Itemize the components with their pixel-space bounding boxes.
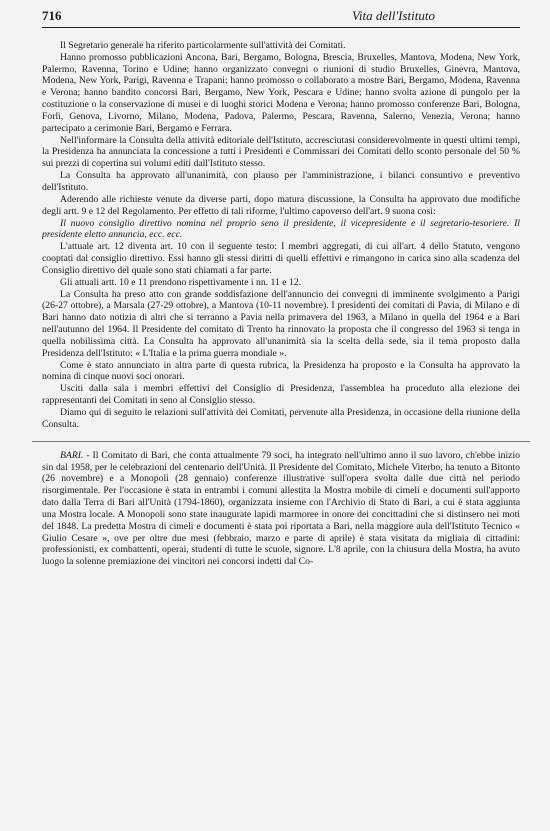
paragraph-modifiche-regolamento: Aderendo alle richieste venute da diverse parti, dopo matura discussione, la Consulta ha approvato due modifiche degli artt. 9 e 12 del Regolamento. Per effetto di tali riforme, l'ultimo capoverso dell'art. 9 suona così: bbox=[42, 193, 520, 217]
paragraph-segretario: Il Segretario generale ha riferito particolarmente sull'attività dei Comitati. bbox=[60, 39, 346, 51]
paragraph-bari-report bbox=[42, 450, 520, 568]
paragraph-artt-10-11: Gli attuali artt. 10 e 11 prendono rispettivamente i nn. 11 e 12. bbox=[60, 276, 302, 288]
paragraph-elezione: Usciti dalla sala i membri effettivi del Consiglio di Presidenza, l'assemblea ha proceduto alla elezione dei rappresentanti dei Comitati in seno al Consiglio stesso. bbox=[42, 383, 520, 407]
paragraph-art-12-text: L'attuale art. 12 diventa art. 10 con il seguente testo: I membri aggregati, di cui all'art. 4 dello Statuto, vengono cooptati dal consiglio direttivo. Essi hanno gli stessi diritti di quelli effettivi e rimangono in carica sino alla scadenza del Consiglio direttivo del quale sono stati chiamati a far parte. bbox=[42, 241, 520, 276]
paragraph-attivita-editoriale: Nell'informare la Consulta della attività editoriale dell'Istituto, accresciutasi considerevolmente in questi ultimi tempi, la Presidenza ha annunciata la concessione a tutti i Presidenti e Commissari dei Comitati dello sconto personale del 50 % sui prezzi di copertina sui volumi editi dall'Istituto stesso. bbox=[42, 134, 520, 170]
page-header bbox=[42, 10, 520, 24]
paragraph-art-9-text: Il nuovo consiglio direttivo nomina nel proprio seno il presidente, il vicepresidente e il segretario-tesoriere. Il presidente eletto annuncia, ecc. ecc. bbox=[42, 217, 520, 241]
paragraph-bilanci: La Consulta ha approvato all'unanimità, con plauso per l'amministrazione, i bilanci consuntivo e preventivo dell'Istituto. bbox=[42, 170, 520, 193]
header-rule bbox=[42, 27, 520, 28]
running-title: Vita dell'Istituto bbox=[351, 8, 435, 23]
paragraph-relazioni: Diamo qui di seguito le relazioni sull'attività dei Comitati, pervenute alla Presidenza, in occasione della riunione della Consulta. bbox=[42, 407, 520, 430]
paragraph-soci-onorari: Come è stato annunciato in altra parte di questa rubrica, la Presidenza ha proposto e la Consulta ha approvato la nomina di cinque nuovi soci onorari. bbox=[42, 359, 520, 383]
bari-report-text: - Il Comitato di Bari, che conta attualmente 79 soci, ha integrato nell'ultimo anno il suo lavoro, ch'ebbe inizio sin dal 1958, per le celebrazioni del centenario dell'Unità. Il Presidente del Comitato, Michele Viterbo, ha tenuto a Bitonto (26 novembre) e a Monopoli (28 gennaio) conferenze illustrative sull'opera svolta dalle due città nel periodo risorgimentale. Per l'occasione è stata in entrambi i comuni allestita la Mostra mobile di cimeli e documenti sull'apporto dato dalla Terra di Bari all'Unità (1794-1860), organizzata insieme con l'Archivio di Stato di Bari, a cui è stata aggiunta una Mostra locale. A Monopoli sono state inaugurate lapidi marmoree in onore dei concittadini che si distinsero nei moti del 1848. La predetta Mostra di cimeli e documenti è stata poi riportata a Bari, nella maggiore aula dell'Istituto Tecnico « Giulio Cesare », ove per oltre due mesi (febbraio, marzo e parte di aprile) è stata visitata da migliaia di cittadini: professionisti, ex combattenti, operai, studenti di tutte le scuole, signore. L'8 aprile, con la chiusura della Mostra, ha avuto luogo la solenne premiazione dei vincitori nei concorsi indetti dal Co- bbox=[42, 449, 520, 568]
page-number: 716 bbox=[42, 8, 62, 23]
paragraph-convegni: La Consulta ha preso atto con grande soddisfazione dell'annuncio dei convegni di imminente svolgimento a Parigi (26-27 ottobre), a Marsala (27-29 ottobre), a Mantova (10-11 novembre). I presidenti dei comitati di Pavia, di Milano e di Bari hanno dato notizia di altri che si terranno a Pavia nella primavera del 1963, a Milano in quella del 1964 e a Bari nell'autunno del 1964. Il Presidente del comitato di Trento ha rinnovato la proposta che il congresso del 1963 si tenga in quella nobilissima città. La Consulta ha approvato all'unanimità sia la scelta della sede, sia il tema proposto dalla Presidenza dell'Istituto: « L'Italia e la prima guerra mondiale ». bbox=[42, 288, 520, 359]
paragraph-comitati-attivita: Hanno promosso pubblicazioni Ancona, Bari, Bergamo, Bologna, Brescia, Bruxelles, Mantova, Modena, New York, Palermo, Ravenna, Torino e Udine; hanno organizzato convegni o riunioni di studio Bruxelles, Ginevra, Mantova, Modena, New York, Parigi, Ravenna e Trapani; hanno promosso o collaborato a mostre Bari, Bergamo, Modena, Ravenna e Verona; hanno bandito concorsi Bari, Bergamo, New York, Pescara e Udine; hanno svolta azione di pungolo per la costituzione o la conservazione di musei e di luoghi storici Modena e Verona; hanno promosso conferenze Bari, Bologna, Forlì, Genova, Livorno, Milano, Modena, Padova, Palermo, Pescara, Ravenna, Salerno, Venezia, Verona; hanno partecipato a cerimonie Bari, Bergamo e Ferrara. bbox=[42, 51, 520, 134]
place-heading-bari: BARI. bbox=[60, 449, 84, 461]
section-divider bbox=[32, 441, 530, 442]
